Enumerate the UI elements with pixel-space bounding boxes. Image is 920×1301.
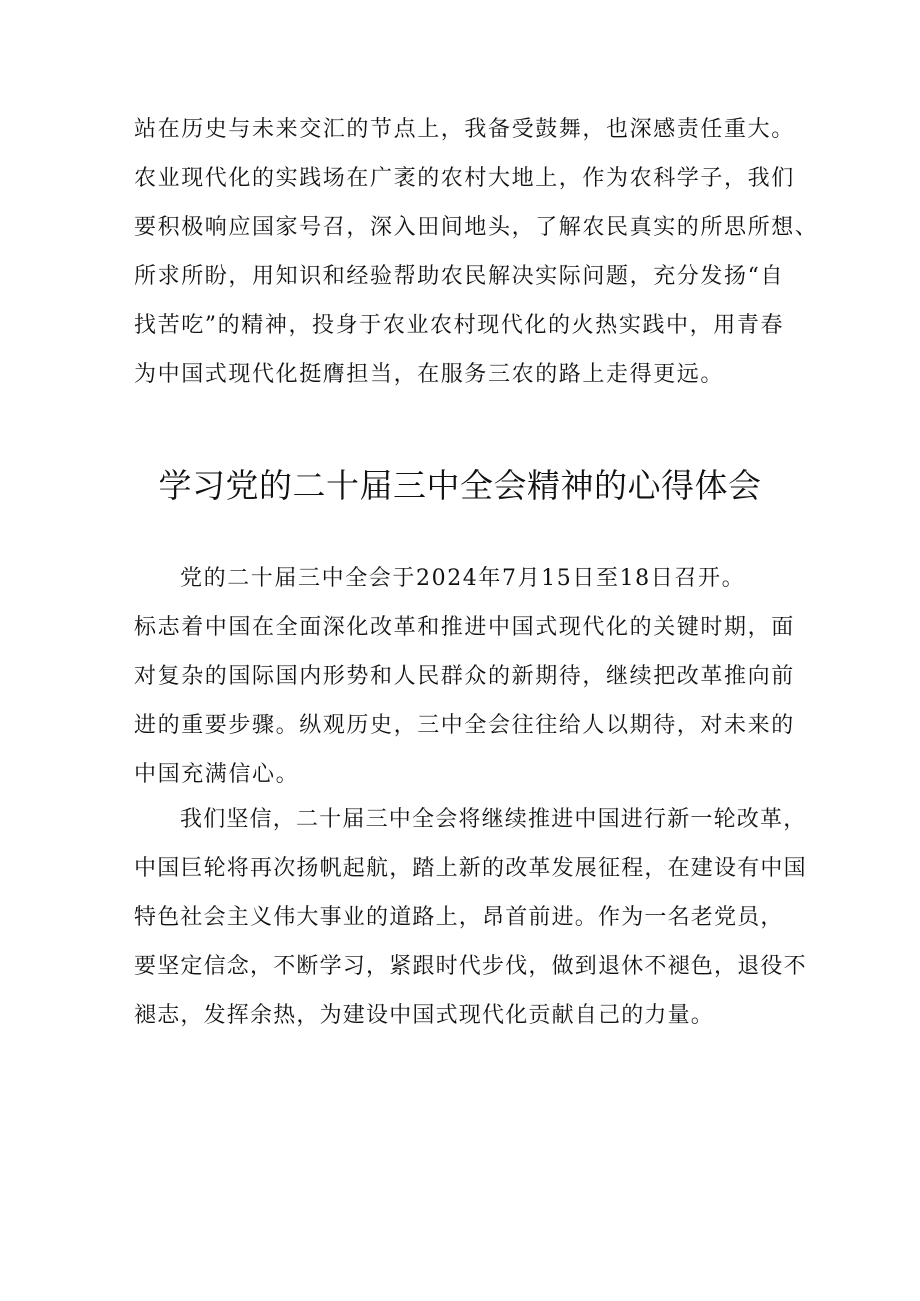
text-line: 进的重要步骤。纵观历史，三中全会往往给人以期待，对未来的: [134, 713, 795, 738]
paragraph-belief: [134, 795, 807, 1040]
text-line: 找苦吃”的精神，投身于农业农村现代化的火热实践中，用青春: [134, 313, 785, 338]
text-line: 褪志，发挥余热，为建设中国式现代化贡献自己的力量。: [134, 1003, 715, 1028]
text-line: 特色社会主义伟大事业的道路上，昂首前进。作为一名老党员，: [134, 905, 784, 930]
text-line: 所求所盼，用知识和经验帮助农民解决实际问题，充分发扬“自: [134, 264, 785, 289]
article-title: 学习党的二十届三中全会精神的心得体会: [158, 466, 762, 505]
text-line: 站在历史与未来交汇的节点上，我备受鼓舞，也深感责任重大。: [134, 117, 795, 142]
text-line: 对复杂的国际国内形势和人民群众的新期待，继续把改革推向前: [134, 664, 795, 689]
paragraph-plenum-date: [134, 554, 794, 799]
text-line: 党的二十届三中全会于2024年7月15日至18日召开。: [180, 566, 746, 591]
text-line: 标志着中国在全面深化改革和推进中国式现代化的关键时期，面: [134, 615, 795, 640]
text-line: 要坚定信念，不断学习，紧跟时代步伐，做到退休不褪色，退役不: [134, 954, 807, 979]
text-line: 为中国式现代化挺膺担当，在服务三农的路上走得更远。: [134, 362, 725, 387]
paragraph-intro-continuation: [134, 105, 819, 399]
text-line: 中国巨轮将再次扬帆起航，踏上新的改革发展征程，在建设有中国: [134, 856, 807, 881]
text-line: 我们坚信，二十届三中全会将继续推进中国进行新一轮改革，: [180, 807, 807, 832]
text-line: 中国充满信心。: [134, 762, 300, 787]
text-line: 要积极响应国家号召，深入田间地头，了解农民真实的所思所想、: [134, 215, 819, 240]
text-line: 农业现代化的实践场在广袤的农村大地上，作为农科学子，我们: [134, 166, 795, 191]
